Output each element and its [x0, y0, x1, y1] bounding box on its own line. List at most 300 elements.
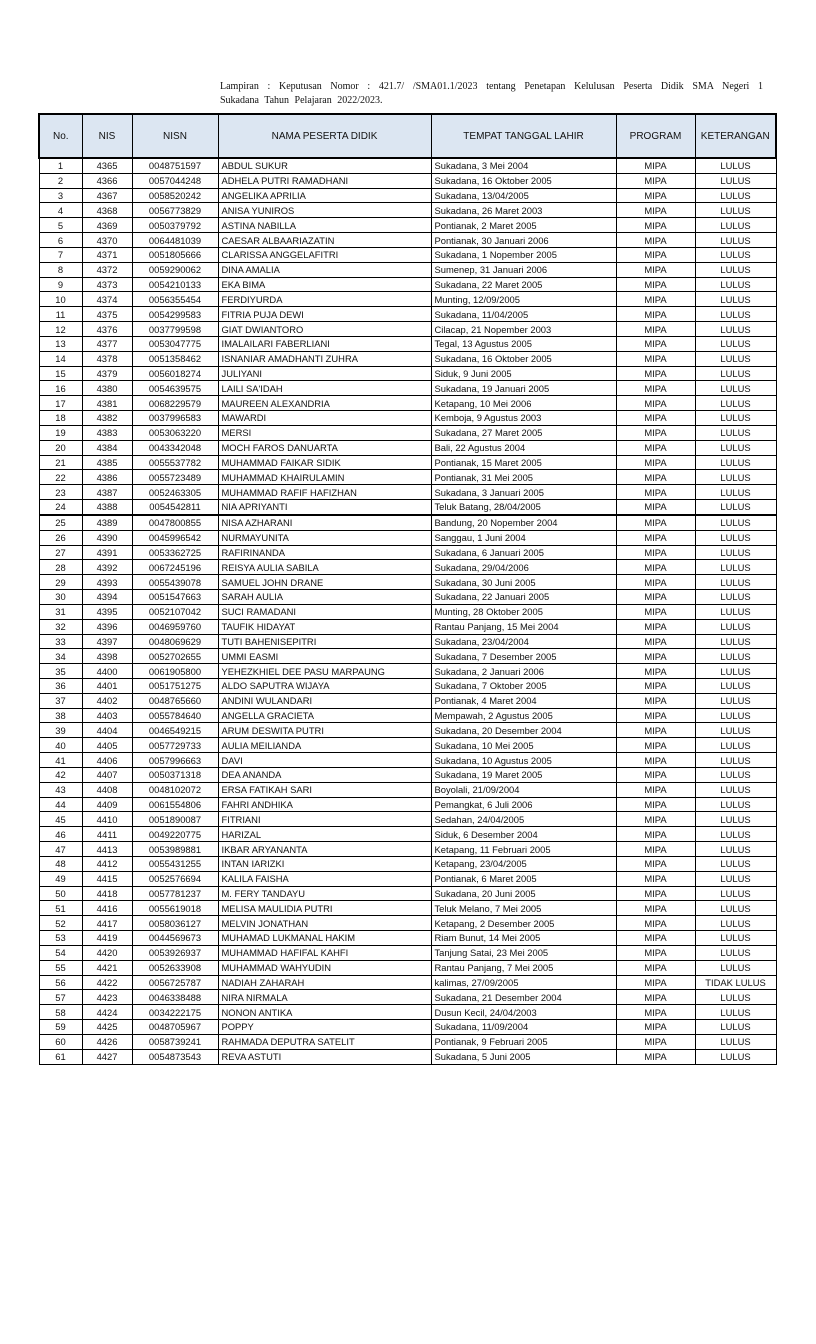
cell-status: LULUS	[695, 664, 776, 679]
cell-nis: 4422	[82, 975, 132, 990]
table-row	[39, 886, 776, 901]
cell-no: 27	[39, 545, 82, 560]
cell-status: LULUS	[695, 203, 776, 218]
cell-nisn: 0053362725	[132, 545, 218, 560]
cell-status: LULUS	[695, 901, 776, 916]
cell-no: 43	[39, 782, 82, 797]
cell-nis: 4383	[82, 425, 132, 440]
cell-name: MAWARDI	[218, 411, 431, 426]
cell-program: MIPA	[616, 901, 695, 916]
table-row	[39, 351, 776, 366]
cell-name: MUHAMMAD WAHYUDIN	[218, 960, 431, 975]
cell-name: NONON ANTIKA	[218, 1005, 431, 1020]
table-row	[39, 708, 776, 723]
cell-program: MIPA	[616, 871, 695, 886]
cell-name: EKA BIMA	[218, 277, 431, 292]
cell-nisn: 0043342048	[132, 440, 218, 455]
table-row	[39, 1034, 776, 1049]
cell-name: IMALAILARI FABERLIANI	[218, 336, 431, 351]
table-row	[39, 411, 776, 426]
cell-nis: 4407	[82, 767, 132, 782]
table-row	[39, 188, 776, 203]
cell-nis: 4397	[82, 634, 132, 649]
cell-nisn: 0051547663	[132, 590, 218, 605]
cell-nis: 4410	[82, 812, 132, 827]
cell-no: 49	[39, 871, 82, 886]
cell-no: 1	[39, 158, 82, 173]
cell-birth: Pontianak, 31 Mei 2005	[431, 470, 616, 485]
cell-nis: 4375	[82, 307, 132, 322]
cell-program: MIPA	[616, 500, 695, 515]
table-body	[39, 158, 776, 1064]
cell-birth: Sukadana, 7 Oktober 2005	[431, 678, 616, 693]
cell-no: 10	[39, 292, 82, 307]
cell-nisn: 0049220775	[132, 827, 218, 842]
table-row	[39, 990, 776, 1005]
cell-no: 9	[39, 277, 82, 292]
attachment-header-line-1: Lampiran : Keputusan Nomor : 421.7/ /SMA01.1/2023 tentang Penetapan Kelulusan Peserta Didik SMA Negeri 1	[220, 81, 763, 92]
cell-nis: 4394	[82, 590, 132, 605]
cell-birth: Bandung, 20 Nopember 2004	[431, 515, 616, 530]
table-row	[39, 916, 776, 931]
cell-status: LULUS	[695, 351, 776, 366]
cell-nis: 4385	[82, 455, 132, 470]
cell-nisn: 0054542811	[132, 500, 218, 515]
column-header-no: No.	[39, 114, 82, 158]
cell-nisn: 0052107042	[132, 604, 218, 619]
cell-name: CLARISSA ANGGELAFITRI	[218, 247, 431, 262]
cell-no: 37	[39, 693, 82, 708]
cell-program: MIPA	[616, 649, 695, 664]
cell-name: GIAT DWIANTORO	[218, 322, 431, 337]
cell-nisn: 0048751597	[132, 158, 218, 173]
cell-status: LULUS	[695, 916, 776, 931]
cell-program: MIPA	[616, 218, 695, 233]
cell-nis: 4412	[82, 856, 132, 871]
cell-program: MIPA	[616, 322, 695, 337]
table-row	[39, 530, 776, 545]
table-row	[39, 307, 776, 322]
cell-nis: 4403	[82, 708, 132, 723]
cell-program: MIPA	[616, 1020, 695, 1035]
cell-status: LULUS	[695, 649, 776, 664]
column-header-program: PROGRAM	[616, 114, 695, 158]
cell-nisn: 0059290062	[132, 262, 218, 277]
cell-nisn: 0055619018	[132, 901, 218, 916]
cell-birth: Siduk, 9 Juni 2005	[431, 366, 616, 381]
table-row	[39, 931, 776, 946]
table-row	[39, 1005, 776, 1020]
cell-nis: 4411	[82, 827, 132, 842]
table-row	[39, 203, 776, 218]
table-row	[39, 812, 776, 827]
cell-nisn: 0037799598	[132, 322, 218, 337]
cell-nis: 4395	[82, 604, 132, 619]
cell-status: LULUS	[695, 307, 776, 322]
table-row	[39, 455, 776, 470]
cell-name: MAUREEN ALEXANDRIA	[218, 396, 431, 411]
cell-no: 50	[39, 886, 82, 901]
table-row	[39, 649, 776, 664]
table-row	[39, 1049, 776, 1064]
cell-nisn: 0056725787	[132, 975, 218, 990]
cell-no: 13	[39, 336, 82, 351]
cell-status: LULUS	[695, 173, 776, 188]
attachment-header-line-2: Sukadana Tahun Pelajaran 2022/2023.	[220, 95, 383, 106]
cell-birth: Tanjung Satai, 23 Mei 2005	[431, 945, 616, 960]
cell-nis: 4413	[82, 842, 132, 857]
cell-status: LULUS	[695, 990, 776, 1005]
cell-no: 30	[39, 590, 82, 605]
cell-nisn: 0053926937	[132, 945, 218, 960]
cell-nis: 4374	[82, 292, 132, 307]
cell-status: LULUS	[695, 1034, 776, 1049]
cell-no: 45	[39, 812, 82, 827]
cell-name: NIRA NIRMALA	[218, 990, 431, 1005]
cell-program: MIPA	[616, 292, 695, 307]
cell-name: TAUFIK HIDAYAT	[218, 619, 431, 634]
cell-name: FITRIANI	[218, 812, 431, 827]
cell-nis: 4380	[82, 381, 132, 396]
cell-status: LULUS	[695, 233, 776, 248]
cell-nisn: 0056773829	[132, 203, 218, 218]
cell-status: LULUS	[695, 634, 776, 649]
cell-nisn: 0051751275	[132, 678, 218, 693]
table-row	[39, 381, 776, 396]
cell-nisn: 0046338488	[132, 990, 218, 1005]
cell-no: 40	[39, 738, 82, 753]
cell-program: MIPA	[616, 738, 695, 753]
cell-program: MIPA	[616, 470, 695, 485]
cell-nis: 4427	[82, 1049, 132, 1064]
cell-status: LULUS	[695, 945, 776, 960]
cell-birth: Ketapang, 11 Februari 2005	[431, 842, 616, 857]
cell-nis: 4387	[82, 485, 132, 500]
cell-birth: Sukadana, 3 Mei 2004	[431, 158, 616, 173]
cell-nis: 4402	[82, 693, 132, 708]
cell-program: MIPA	[616, 723, 695, 738]
cell-nisn: 0068229579	[132, 396, 218, 411]
cell-program: MIPA	[616, 560, 695, 575]
cell-nis: 4381	[82, 396, 132, 411]
cell-birth: Munting, 12/09/2005	[431, 292, 616, 307]
cell-nis: 4393	[82, 575, 132, 590]
cell-birth: Pontianak, 6 Maret 2005	[431, 871, 616, 886]
cell-birth: Pontianak, 2 Maret 2005	[431, 218, 616, 233]
cell-nis: 4388	[82, 500, 132, 515]
cell-no: 48	[39, 856, 82, 871]
cell-program: MIPA	[616, 753, 695, 768]
cell-nis: 4424	[82, 1005, 132, 1020]
cell-no: 53	[39, 931, 82, 946]
cell-program: MIPA	[616, 767, 695, 782]
table-row	[39, 975, 776, 990]
cell-name: MUHAMMAD KHAIRULAMIN	[218, 470, 431, 485]
cell-nis: 4423	[82, 990, 132, 1005]
cell-program: MIPA	[616, 351, 695, 366]
cell-nis: 4384	[82, 440, 132, 455]
cell-status: LULUS	[695, 812, 776, 827]
cell-no: 56	[39, 975, 82, 990]
cell-nis: 4378	[82, 351, 132, 366]
cell-birth: Teluk Batang, 28/04/2005	[431, 500, 616, 515]
cell-name: SARAH AULIA	[218, 590, 431, 605]
cell-no: 46	[39, 827, 82, 842]
cell-status: LULUS	[695, 575, 776, 590]
cell-no: 57	[39, 990, 82, 1005]
cell-nis: 4420	[82, 945, 132, 960]
cell-birth: Sumenep, 31 Januari 2006	[431, 262, 616, 277]
cell-nis: 4373	[82, 277, 132, 292]
cell-status: LULUS	[695, 218, 776, 233]
cell-no: 23	[39, 485, 82, 500]
cell-name: ANISA YUNIROS	[218, 203, 431, 218]
cell-program: MIPA	[616, 797, 695, 812]
cell-no: 21	[39, 455, 82, 470]
cell-nisn: 0058739241	[132, 1034, 218, 1049]
table-row	[39, 901, 776, 916]
cell-name: RAFIRINANDA	[218, 545, 431, 560]
cell-no: 16	[39, 381, 82, 396]
cell-name: DINA AMALIA	[218, 262, 431, 277]
column-header-name: NAMA PESERTA DIDIK	[218, 114, 431, 158]
cell-name: REISYA AULIA SABILA	[218, 560, 431, 575]
cell-nis: 4409	[82, 797, 132, 812]
cell-name: ADHELA PUTRI RAMADHANI	[218, 173, 431, 188]
table-row	[39, 440, 776, 455]
cell-name: MUHAMAD LUKMANAL HAKIM	[218, 931, 431, 946]
cell-program: MIPA	[616, 336, 695, 351]
cell-nisn: 0051890087	[132, 812, 218, 827]
table-row	[39, 500, 776, 515]
cell-birth: Sukadana, 16 Oktober 2005	[431, 173, 616, 188]
cell-nis: 4368	[82, 203, 132, 218]
table-row	[39, 322, 776, 337]
column-header-birth: TEMPAT TANGGAL LAHIR	[431, 114, 616, 158]
cell-status: LULUS	[695, 470, 776, 485]
graduation-table	[38, 113, 777, 1065]
cell-status: LULUS	[695, 856, 776, 871]
cell-program: MIPA	[616, 366, 695, 381]
table-row	[39, 753, 776, 768]
cell-status: LULUS	[695, 366, 776, 381]
cell-name: HARIZAL	[218, 827, 431, 842]
table-row	[39, 218, 776, 233]
cell-no: 54	[39, 945, 82, 960]
table-row	[39, 173, 776, 188]
cell-name: MELVIN JONATHAN	[218, 916, 431, 931]
cell-status: LULUS	[695, 188, 776, 203]
cell-name: ISNANIAR AMADHANTI ZUHRA	[218, 351, 431, 366]
cell-birth: Sukadana, 10 Agustus 2005	[431, 753, 616, 768]
cell-birth: Boyolali, 21/09/2004	[431, 782, 616, 797]
cell-no: 34	[39, 649, 82, 664]
cell-program: MIPA	[616, 619, 695, 634]
cell-program: MIPA	[616, 1049, 695, 1064]
cell-status: LULUS	[695, 560, 776, 575]
cell-nis: 4379	[82, 366, 132, 381]
cell-nis: 4417	[82, 916, 132, 931]
cell-name: MOCH FAROS DANUARTA	[218, 440, 431, 455]
cell-name: MUHAMMAD RAFIF HAFIZHAN	[218, 485, 431, 500]
cell-status: LULUS	[695, 500, 776, 515]
cell-birth: Riam Bunut, 14 Mei 2005	[431, 931, 616, 946]
cell-program: MIPA	[616, 233, 695, 248]
cell-nis: 4398	[82, 649, 132, 664]
cell-name: UMMI EASMI	[218, 649, 431, 664]
cell-nisn: 0054639575	[132, 381, 218, 396]
cell-no: 28	[39, 560, 82, 575]
cell-birth: Pontianak, 4 Maret 2004	[431, 693, 616, 708]
cell-nisn: 0055723489	[132, 470, 218, 485]
cell-nis: 4418	[82, 886, 132, 901]
column-header-nisn: NISN	[132, 114, 218, 158]
cell-nis: 4401	[82, 678, 132, 693]
cell-birth: Munting, 28 Oktober 2005	[431, 604, 616, 619]
cell-name: ARUM DESWITA PUTRI	[218, 723, 431, 738]
cell-nisn: 0048069629	[132, 634, 218, 649]
cell-nis: 4382	[82, 411, 132, 426]
cell-nisn: 0055784640	[132, 708, 218, 723]
cell-status: LULUS	[695, 381, 776, 396]
cell-birth: Sukadana, 19 Maret 2005	[431, 767, 616, 782]
cell-name: MERSI	[218, 425, 431, 440]
table-row	[39, 1020, 776, 1035]
cell-nisn: 0050371318	[132, 767, 218, 782]
cell-no: 55	[39, 960, 82, 975]
cell-birth: Sukadana, 13/04/2005	[431, 188, 616, 203]
cell-status: LULUS	[695, 440, 776, 455]
cell-no: 61	[39, 1049, 82, 1064]
cell-status: LULUS	[695, 396, 776, 411]
cell-nis: 4390	[82, 530, 132, 545]
cell-nisn: 0053989881	[132, 842, 218, 857]
table-row	[39, 634, 776, 649]
cell-program: MIPA	[616, 634, 695, 649]
cell-program: MIPA	[616, 990, 695, 1005]
cell-name: NIA APRIYANTI	[218, 500, 431, 515]
cell-status: LULUS	[695, 931, 776, 946]
cell-name: TUTI BAHENISEPITRI	[218, 634, 431, 649]
cell-no: 20	[39, 440, 82, 455]
cell-nis: 4377	[82, 336, 132, 351]
cell-program: MIPA	[616, 530, 695, 545]
cell-no: 26	[39, 530, 82, 545]
cell-status: LULUS	[695, 619, 776, 634]
cell-nis: 4416	[82, 901, 132, 916]
table-row	[39, 842, 776, 857]
cell-program: MIPA	[616, 425, 695, 440]
cell-birth: Siduk, 6 Desember 2004	[431, 827, 616, 842]
table-row	[39, 738, 776, 753]
cell-status: LULUS	[695, 292, 776, 307]
cell-nisn: 0064481039	[132, 233, 218, 248]
cell-program: MIPA	[616, 604, 695, 619]
cell-nisn: 0048765660	[132, 693, 218, 708]
cell-no: 18	[39, 411, 82, 426]
cell-birth: Sukadana, 23/04/2004	[431, 634, 616, 649]
cell-nis: 4400	[82, 664, 132, 679]
cell-name: ALDO SAPUTRA WIJAYA	[218, 678, 431, 693]
cell-status: LULUS	[695, 753, 776, 768]
cell-status: LULUS	[695, 1020, 776, 1035]
cell-nis: 4406	[82, 753, 132, 768]
cell-no: 31	[39, 604, 82, 619]
cell-program: MIPA	[616, 975, 695, 990]
cell-program: MIPA	[616, 485, 695, 500]
table-row	[39, 619, 776, 634]
cell-nisn: 0047800855	[132, 515, 218, 530]
cell-nisn: 0045996542	[132, 530, 218, 545]
cell-nis: 4415	[82, 871, 132, 886]
cell-birth: Sukadana, 22 Maret 2005	[431, 277, 616, 292]
cell-nisn: 0054210133	[132, 277, 218, 292]
cell-no: 3	[39, 188, 82, 203]
cell-nisn: 0046549215	[132, 723, 218, 738]
cell-no: 29	[39, 575, 82, 590]
cell-status: LULUS	[695, 247, 776, 262]
cell-birth: Pontianak, 15 Maret 2005	[431, 455, 616, 470]
cell-nis: 4376	[82, 322, 132, 337]
cell-birth: Sukadana, 3 Januari 2005	[431, 485, 616, 500]
cell-name: MELISA MAULIDIA PUTRI	[218, 901, 431, 916]
table-row	[39, 158, 776, 173]
cell-name: DAVI	[218, 753, 431, 768]
cell-program: MIPA	[616, 664, 695, 679]
cell-no: 12	[39, 322, 82, 337]
cell-no: 11	[39, 307, 82, 322]
table-row	[39, 292, 776, 307]
cell-nis: 4369	[82, 218, 132, 233]
cell-status: LULUS	[695, 678, 776, 693]
cell-birth: Rantau Panjang, 15 Mei 2004	[431, 619, 616, 634]
cell-no: 41	[39, 753, 82, 768]
cell-no: 47	[39, 842, 82, 857]
cell-status: LULUS	[695, 515, 776, 530]
cell-no: 25	[39, 515, 82, 530]
cell-nisn: 0050379792	[132, 218, 218, 233]
cell-nisn: 0057781237	[132, 886, 218, 901]
cell-status: LULUS	[695, 842, 776, 857]
cell-program: MIPA	[616, 856, 695, 871]
table-row	[39, 262, 776, 277]
cell-nisn: 0067245196	[132, 560, 218, 575]
cell-status: LULUS	[695, 604, 776, 619]
cell-program: MIPA	[616, 396, 695, 411]
table-row	[39, 960, 776, 975]
cell-nisn: 0058520242	[132, 188, 218, 203]
cell-no: 60	[39, 1034, 82, 1049]
cell-no: 7	[39, 247, 82, 262]
cell-program: MIPA	[616, 590, 695, 605]
cell-no: 19	[39, 425, 82, 440]
table-row	[39, 233, 776, 248]
cell-birth: Pontianak, 30 Januari 2006	[431, 233, 616, 248]
cell-nisn: 0054873543	[132, 1049, 218, 1064]
cell-nis: 4426	[82, 1034, 132, 1049]
cell-birth: Sukadana, 22 Januari 2005	[431, 590, 616, 605]
cell-name: ASTINA NABILLA	[218, 218, 431, 233]
cell-name: YEHEZKHIEL DEE PASU MARPAUNG	[218, 664, 431, 679]
cell-name: DEA ANANDA	[218, 767, 431, 782]
cell-program: MIPA	[616, 782, 695, 797]
cell-nis: 4371	[82, 247, 132, 262]
cell-program: MIPA	[616, 960, 695, 975]
cell-name: REVA ASTUTI	[218, 1049, 431, 1064]
cell-nisn: 0055537782	[132, 455, 218, 470]
cell-nis: 4391	[82, 545, 132, 560]
cell-nisn: 0048705967	[132, 1020, 218, 1035]
